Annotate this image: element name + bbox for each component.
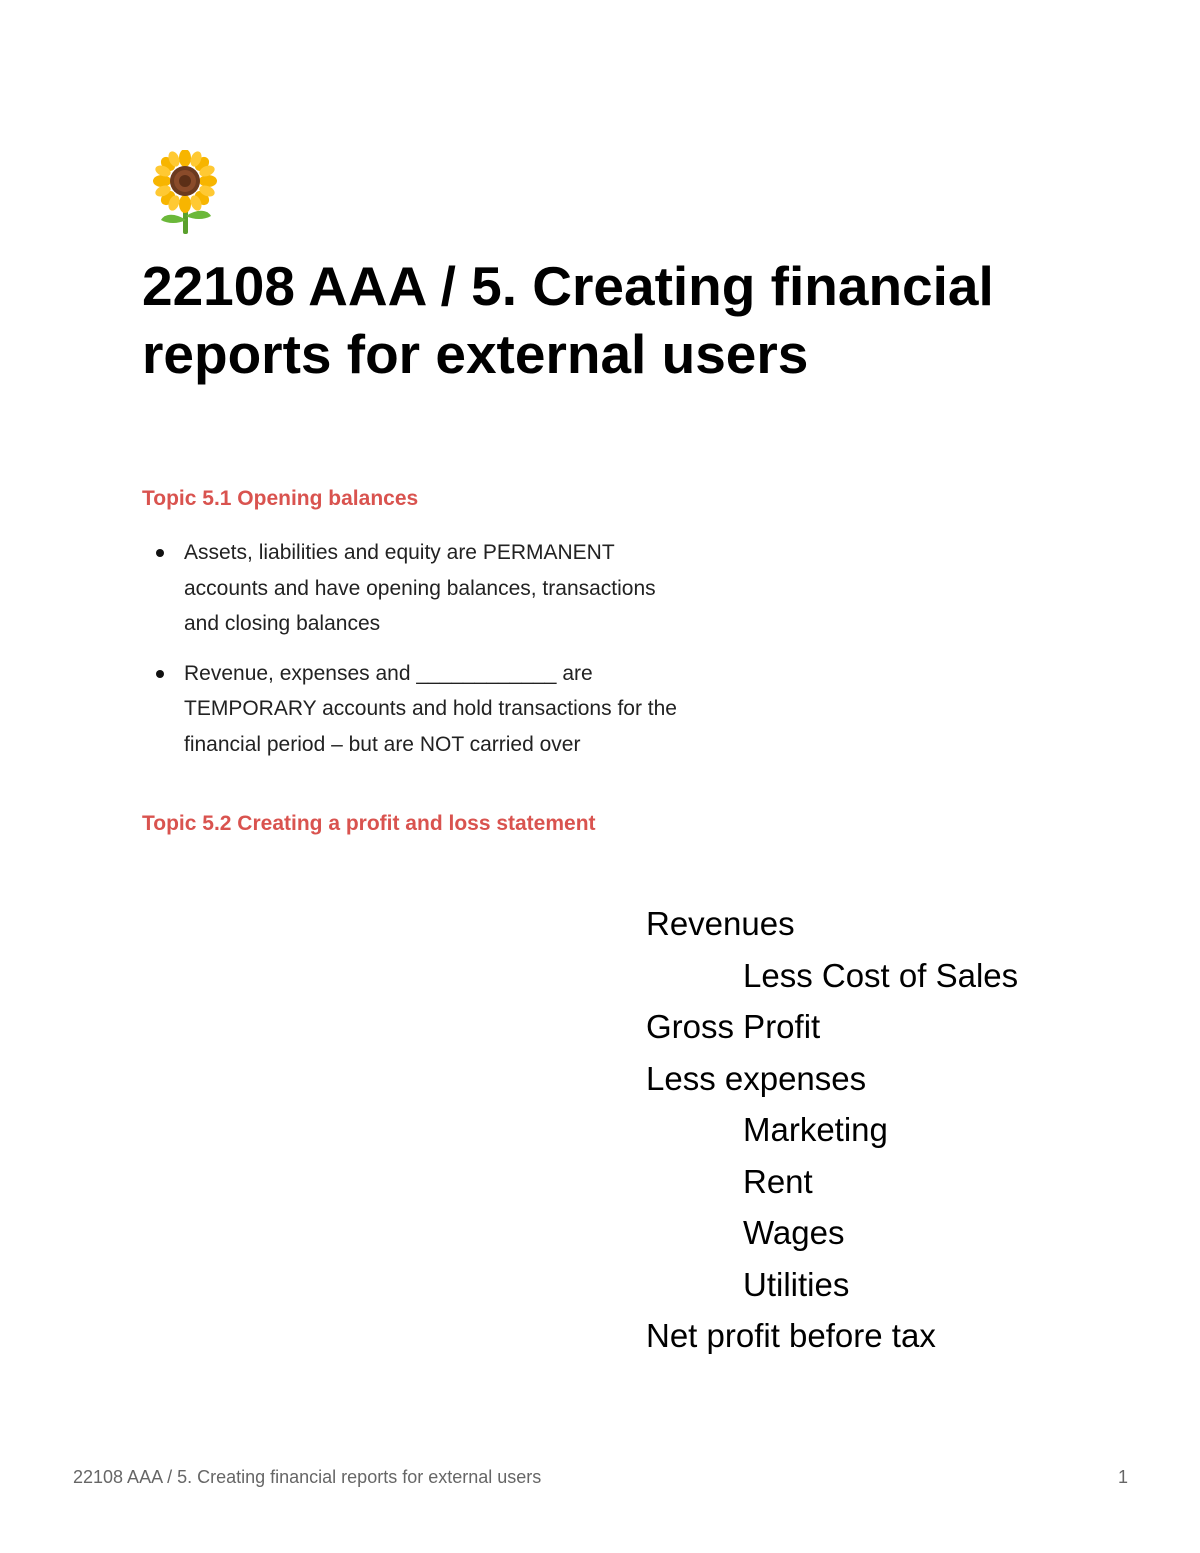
pnl-line-marketing: Marketing: [743, 1111, 888, 1148]
pnl-line-gross-profit: Gross Profit: [646, 1008, 821, 1045]
profit-and-loss-statement-image: [646, 898, 1146, 1362]
opening-balances-list: [142, 535, 682, 776]
list-item: [142, 656, 682, 763]
bullet-icon: [156, 670, 164, 678]
page-number: 1: [1117, 1467, 1128, 1487]
pnl-line-net-profit: Net profit before tax: [646, 1317, 936, 1354]
sunflower-icon: [150, 150, 222, 236]
section-heading-profit-and-loss: Topic 5.2 Creating a profit and loss statement: [142, 812, 596, 835]
section-heading-opening-balances: Topic 5.1 Opening balances: [142, 487, 419, 510]
pnl-line-wages: Wages: [743, 1214, 845, 1251]
page-title: 22108 AAA / 5. Creating financial reports for external users: [142, 255, 994, 385]
pnl-line-less-expenses: Less expenses: [646, 1059, 867, 1097]
footer-title: 22108 AAA / 5. Creating financial reports for external users: [73, 1467, 542, 1487]
pnl-line-rent: Rent: [743, 1162, 813, 1200]
bullet-icon: [156, 549, 164, 557]
pnl-line-utilities: Utilities: [743, 1265, 850, 1303]
list-item-text: Revenue, expenses and ____________ are TEMPORARY accounts and hold transactions for the financial period – but are NOT carried over: [184, 661, 677, 756]
list-item: [142, 535, 682, 642]
list-item-text: Assets, liabilities and equity are PERMANENT accounts and have opening balances, transactions and closing balances: [184, 541, 656, 635]
pnl-line-revenues: Revenues: [646, 905, 795, 942]
pnl-line-cost-of-sales: Less Cost of Sales: [743, 956, 1019, 994]
